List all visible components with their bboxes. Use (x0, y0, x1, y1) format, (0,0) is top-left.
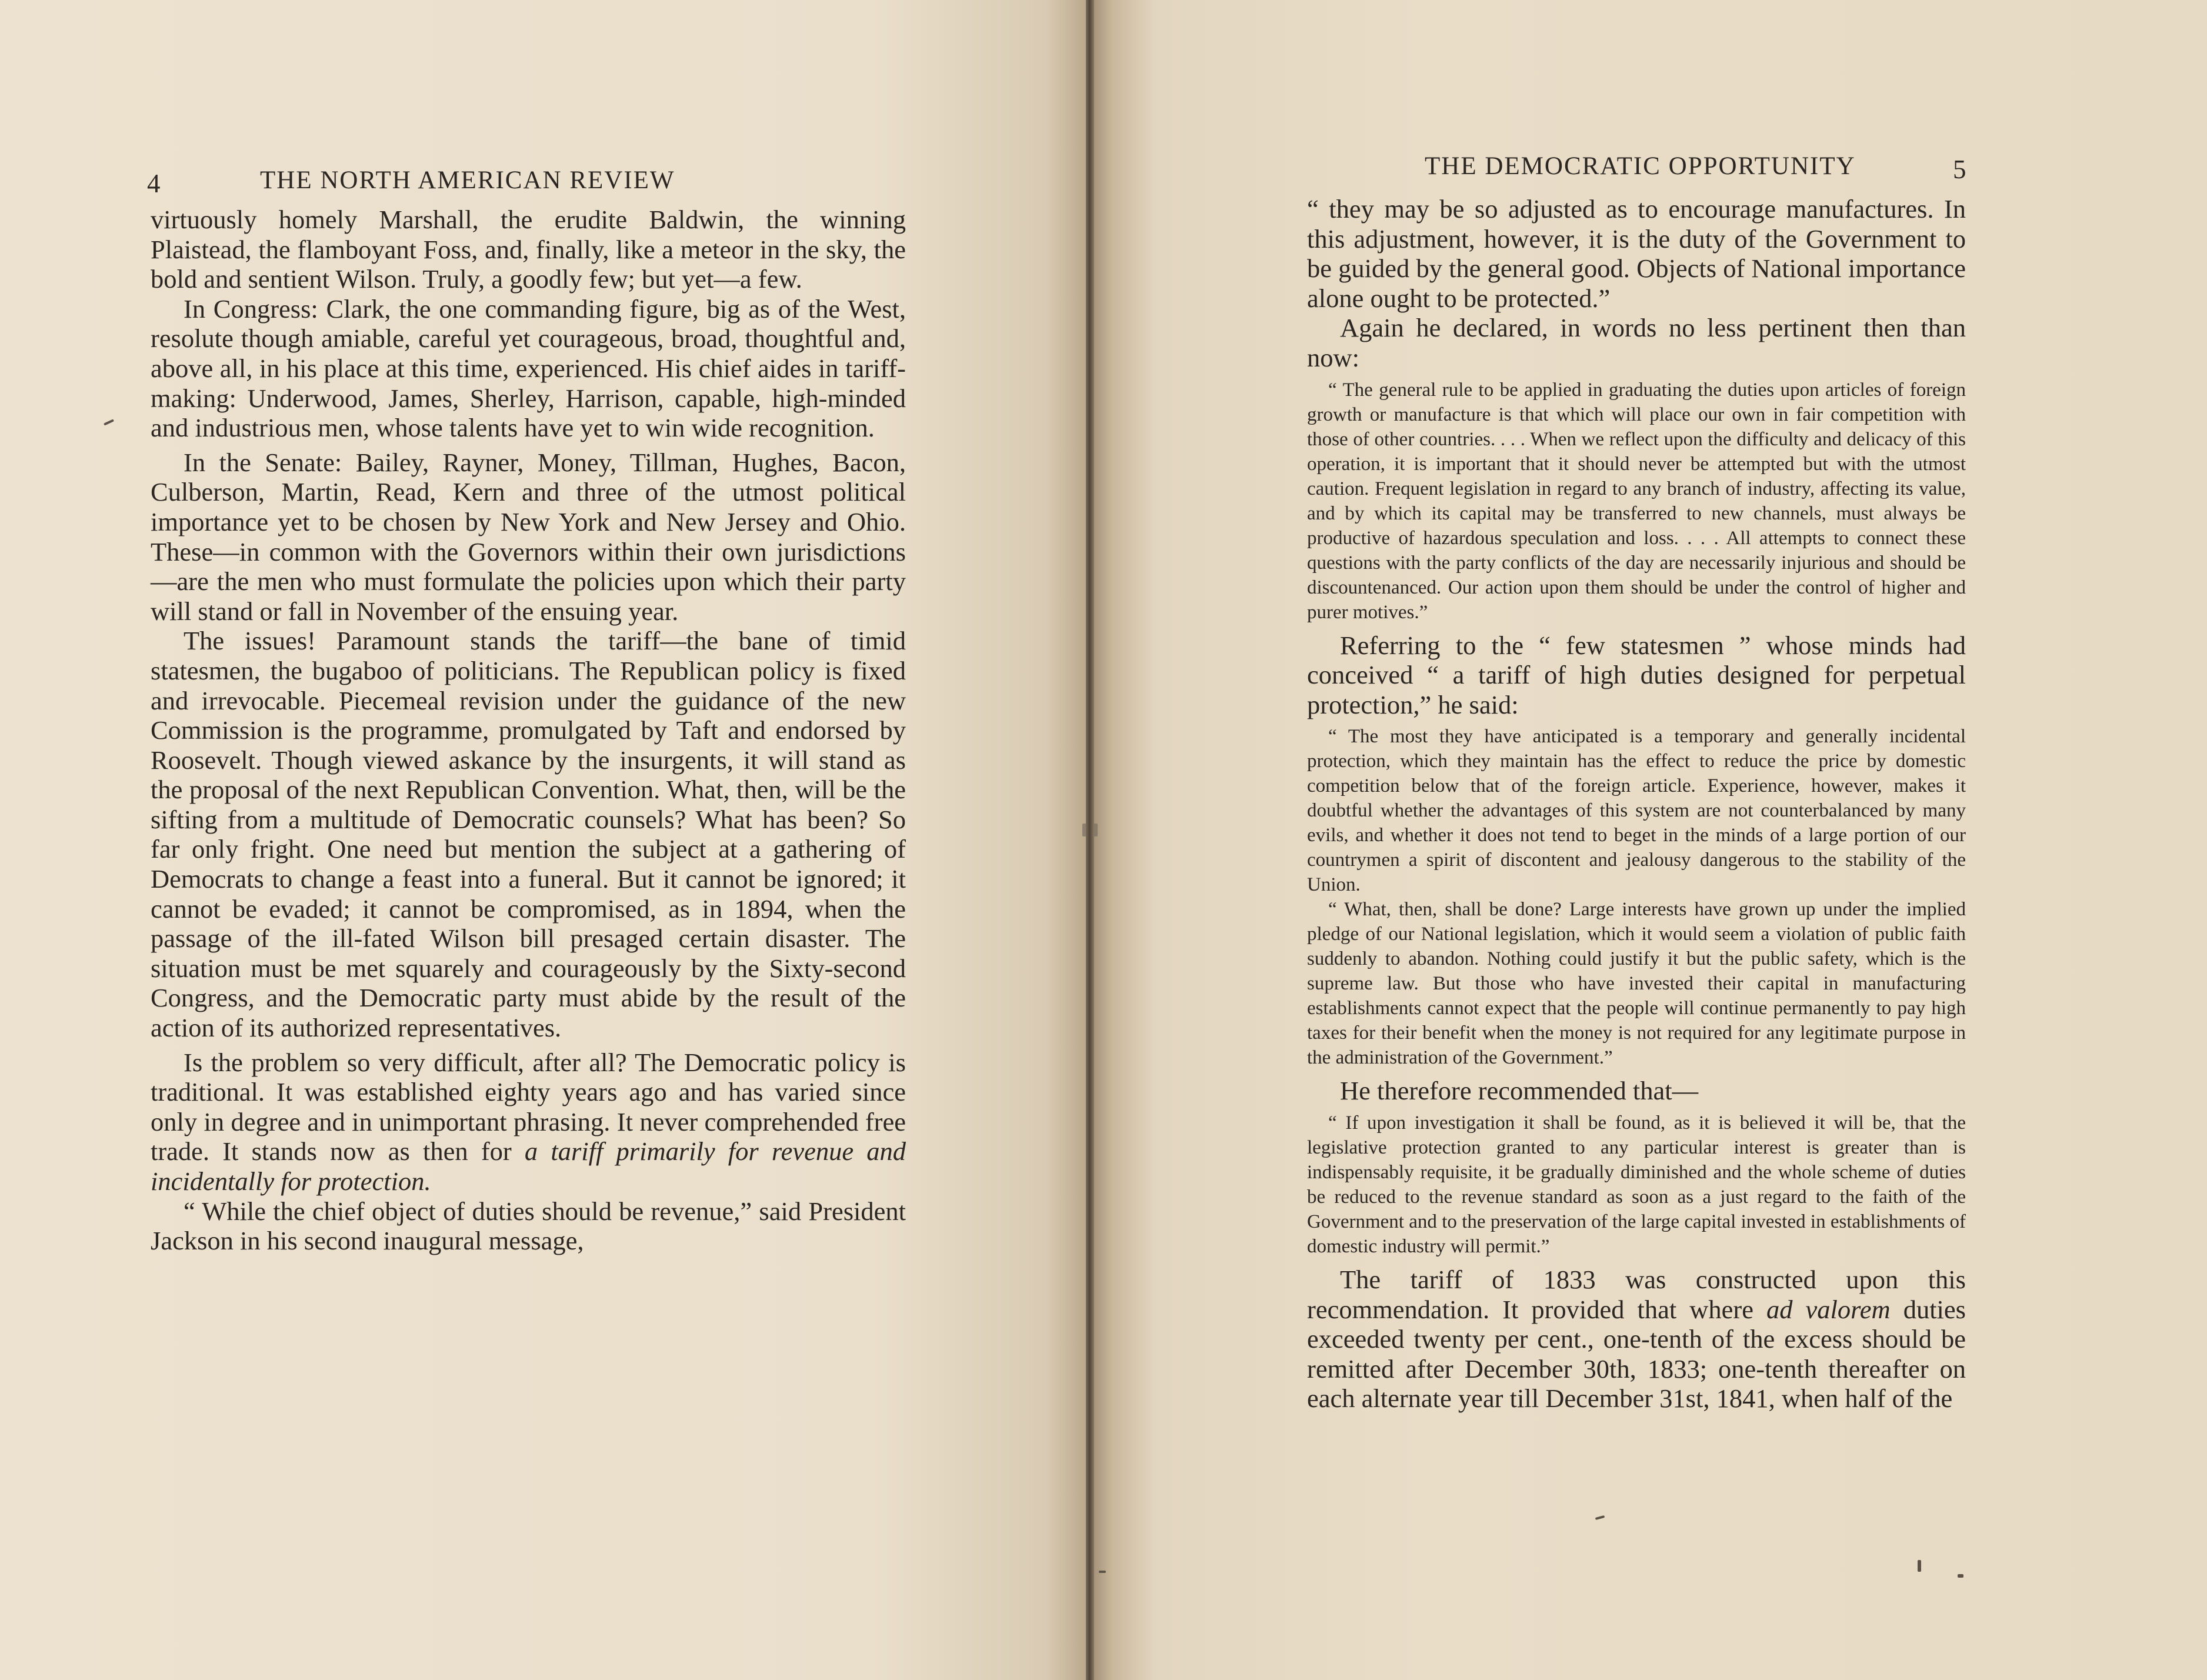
paragraph: In the Senate: Bailey, Rayner, Money, Tillman, Hughes, Bacon, Culberson, Martin, Read, Kern and three of the utmost political importance yet to be chosen by New York and New Jersey and Ohio. These—in common with the Governors within their own jurisdictions—are the men who must formulate the policies upon which their party will stand or fall in November of the ensuing year. (151, 447, 906, 626)
paragraph-text: The tariff of 1833 was constructed upon this recommendation. It provided that where (1307, 1264, 1966, 1324)
paragraph-text: duties exceeded twenty per cent., one-tenth of the excess should be remitted after December 30th, 1833; one-tenth thereafter on each alternate year till December 31st, 1841, when half of the (1307, 1294, 1966, 1414)
paragraph: Referring to the “ few statesmen ” whose minds had conceived “ a tariff of high duties designed for perpetual protection,” he said: (1307, 630, 1966, 719)
right-page-number: 5 (1953, 155, 1966, 184)
paragraph: In Congress: Clark, the one commanding figure, big as of the West, resolute though amiable, careful yet courageous, broad, thoughtful and, above all, in his place at this time, experienced. His chief aides in tariff-making: Underwood, James, Sherley, Harrison, capable, high-minded and industrious men, whose talents have yet to win wide recognition. (151, 294, 906, 443)
quote-paragraph: “ What, then, shall be done? Large interests have grown up under the implied pledge of our National legislation, which it would seem a violation of public faith suddenly to abandon. Nothing could justify it but the public safety, which is the supreme law. But those who have invested their capital in manufacturing establishments cannot expect that the people will continue permanently to pay high taxes for their benefit when the money is not required for any legitimate purpose in the administration of the Government.” (1307, 899, 1966, 1069)
paragraph: virtuously homely Marshall, the erudite Baldwin, the winning Plaistead, the flamboyant Foss, and, finally, like a meteor in the sky, the bold and sentient Wilson. Truly, a goodly few; but yet—a few. (151, 205, 906, 294)
italic-phrase: ad valorem (1766, 1294, 1891, 1324)
block-quote (1307, 378, 1966, 625)
ink-mark (1958, 1574, 1963, 1578)
quote-paragraph: “ The most they have anticipated is a temporary and generally incidental protection, which they maintain has the effect to reduce the price by domestic competition below that of the foreign article. Experience, however, makes it doubtful whether the advantages of this system are not counterbalanced by many evils, and whether it does not tend to beget in the minds of a large portion of our countrymen a spirit of discontent and jealousy dangerous to the stability of the Union. (1307, 726, 1966, 896)
block-quote (1307, 724, 1966, 1070)
left-running-head: THE NORTH AMERICAN REVIEW (260, 166, 675, 194)
ink-mark (1595, 1515, 1605, 1520)
ink-mark (1918, 1560, 1921, 1572)
book-gutter (1086, 0, 1094, 1680)
right-running-head: THE DEMOCRATIC OPPORTUNITY (1425, 152, 1856, 180)
left-body-text (151, 205, 906, 1256)
right-page (1089, 0, 2207, 1680)
right-body-text (1307, 194, 1966, 1414)
ink-mark (104, 419, 114, 425)
paragraph: “ they may be so adjusted as to encourage manufactures. In this adjustment, however, it is the duty of the Government to be guided by the general good. Objects of National importance alone ought to be protected.” (1307, 194, 1966, 313)
paragraph: He therefore recommended that— (1340, 1076, 1699, 1106)
paragraph (151, 1048, 906, 1196)
left-page (0, 0, 1089, 1680)
quote-paragraph: “ The general rule to be applied in graduating the duties upon articles of foreign growth or manufacture is that which will place our own in fair competition with those of other countries. . . . When we reflect upon the difficulty and delicacy of this operation, it is important that it should never be attempted but with the utmost caution. Frequent legislation in regard to any branch of industry, affecting its value, and by which its capital may be transferred to new channels, must always be productive of hazardous speculation and loss. . . . All attempts to connect these questions with the party conflicts of the day are necessarily injurious and should be discountenanced. Our action upon them should be under the control of higher and purer motives.” (1307, 379, 1966, 623)
italic-phrase: a tariff primarily for revenue and incidentally for protection. (151, 1136, 906, 1196)
paragraph-text: Is the problem so very difficult, after all? The Democratic policy is traditional. It was established eighty years ago and has varied since only in degree and in unimportant phrasing. It never comprehended free trade. It stands now as then for (151, 1047, 906, 1166)
left-page-number: 4 (147, 169, 161, 198)
paragraph (1307, 1265, 1966, 1414)
paragraph: “ While the chief object of duties should be revenue,” said President Jackson in his second inaugural message, (151, 1196, 906, 1256)
paragraph: The issues! Paramount stands the tariff—the bane of timid statesmen, the bugaboo of politicians. The Republican policy is fixed and irrevocable. Piecemeal revision under the guidance of the new Commission is the programme, promulgated by Taft and endorsed by Roosevelt. Though viewed askance by the insurgents, it will stand as the proposal of the next Republican Convention. What, then, will be the sifting from a multitude of Democratic counsels? What has been? So far only fright. One need but mention the subject at a gathering of Democrats to change a feast into a funeral. But it cannot be ignored; it cannot be evaded; it cannot be compromised, as in 1894, when the passage of the ill-fated Wilson bill presaged certain disaster. The situation must be met squarely and courageously by the Sixty-second Congress, and the Democratic party must abide by the result of the action of its authorized representatives. (151, 626, 906, 1043)
ink-mark (1099, 1571, 1106, 1573)
quote-paragraph: “ If upon investigation it shall be found, as it is believed it will be, that the legislative protection granted to any particular interest is greater than is indispensably requisite, it be gradually diminished and the whole scheme of duties be reduced to the revenue standard as soon as a just regard to the faith of the Government and to the preservation of the large capital invested in establishments of domestic industry will permit.” (1307, 1112, 1966, 1257)
block-quote (1307, 1111, 1966, 1259)
paragraph: Again he declared, in words no less pertinent then than now: (1307, 313, 1966, 372)
